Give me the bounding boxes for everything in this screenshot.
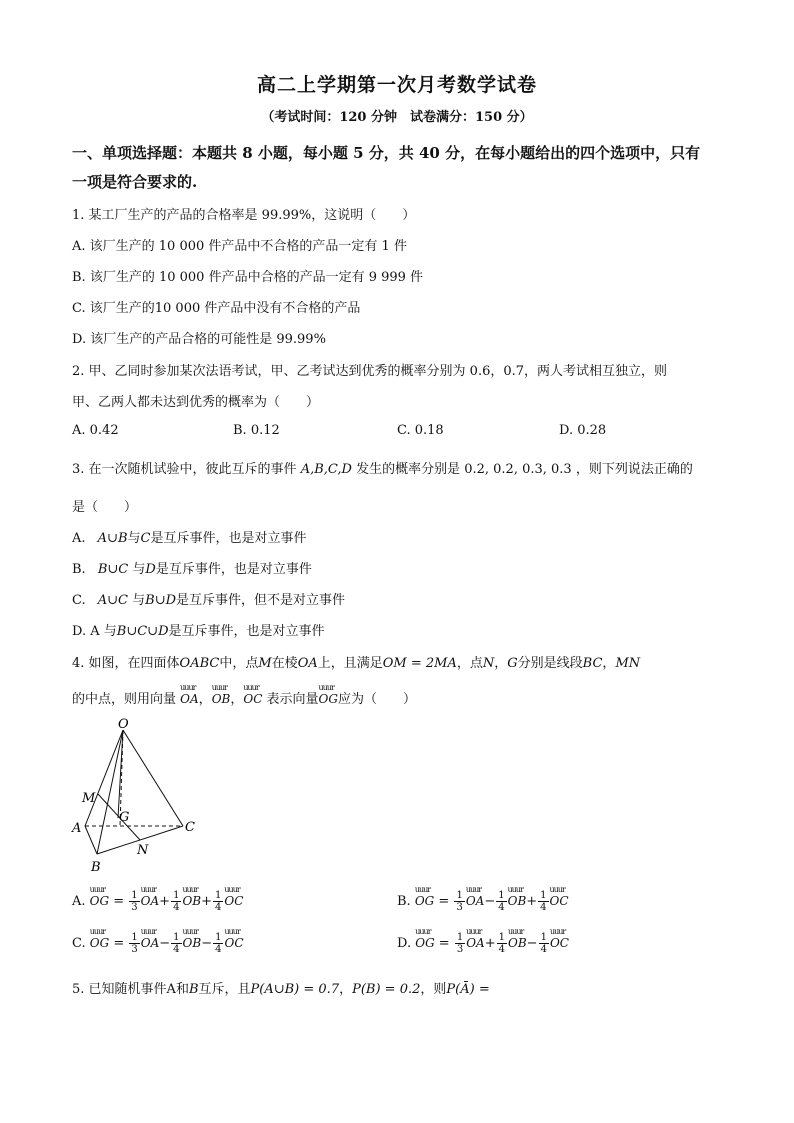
num: 1 xyxy=(173,890,180,901)
q1-option-d: D. 该厂生产的产品合格的可能性是 99.99% xyxy=(72,332,326,347)
q3-option-b xyxy=(72,558,312,577)
coef-oc xyxy=(213,932,223,955)
coef-oa xyxy=(129,932,139,955)
vector-og: uuur OG xyxy=(415,936,434,950)
vector-oc: uuur OC xyxy=(243,692,262,706)
coef-oa xyxy=(129,890,139,913)
math: P(Ā) = xyxy=(446,982,490,997)
q3-events: A,B,C,D xyxy=(300,462,352,477)
vector-og: uuur OG xyxy=(90,936,109,950)
text: 表示向量 xyxy=(266,692,319,707)
num: 1 xyxy=(456,890,463,901)
section-heading-line2: 一项是符合要求的. xyxy=(72,173,198,191)
edge-oa xyxy=(85,730,123,826)
q2-option-a: A. 0.42 xyxy=(72,423,119,438)
section-heading-line1: 一、单项选择题：本题共 8 小题，每小题 5 分，共 40 分，在每小题给出的四个选项中，只有 xyxy=(72,144,701,162)
sign: − xyxy=(159,936,171,951)
text: 和 xyxy=(175,982,189,997)
den: 4 xyxy=(498,944,506,955)
num: 1 xyxy=(173,932,180,943)
math: P(A∪B) = 0.7 xyxy=(250,982,340,997)
option-expr2: B∪C∪D xyxy=(116,624,169,639)
num: 1 xyxy=(540,890,547,901)
text: 的中点，则用向量 xyxy=(72,692,177,707)
option-mid: 与 xyxy=(132,593,146,608)
coef-oa xyxy=(454,890,464,913)
vector-ob: uuur OB xyxy=(183,936,202,950)
option-mid: 与 xyxy=(127,531,141,546)
num: 1 xyxy=(456,932,464,943)
math: B xyxy=(188,982,199,997)
den: 4 xyxy=(173,902,180,913)
text: 上，且满足 xyxy=(317,656,383,671)
q3-option-d xyxy=(72,620,325,639)
vector-og: uuur OG xyxy=(415,894,434,908)
den: 4 xyxy=(215,944,222,955)
den: 3 xyxy=(131,902,138,913)
option-tail: 是互斥事件，也是对立事件 xyxy=(168,624,325,639)
num: 1 xyxy=(131,932,138,943)
option-tail: 是互斥事件，也是对立事件 xyxy=(150,531,307,546)
sign: + xyxy=(201,894,213,909)
option-expr2: B∪D xyxy=(145,593,177,608)
coef-oc xyxy=(538,890,548,913)
label-n: N xyxy=(137,843,149,858)
vector-ob: uuur OB xyxy=(508,894,527,908)
q4-option-d: D. uuur OG = $\frac{1}{3}$ uuur OA+ $\frac{1}{4}$ uuur OB− $\frac{1}{4}$ uuur OC xyxy=(397,932,569,955)
sign: − xyxy=(484,894,496,909)
math: A xyxy=(166,982,176,997)
exam-info: （考试时间：120 分钟 试卷满分：150 分） xyxy=(261,110,533,125)
q1-option-a: A. 该厂生产的 10 000 件产品中不合格的产品一定有 1 件 xyxy=(72,239,407,254)
sign: − xyxy=(526,936,538,951)
num: 1 xyxy=(540,932,547,943)
text: 在棱 xyxy=(271,656,298,671)
coef-oc xyxy=(213,890,223,913)
math: OABC xyxy=(179,656,220,671)
vector-og: uuur OG xyxy=(319,692,338,706)
vector-oa: uuur OA xyxy=(466,936,485,950)
text: 4. 如图，在四面体 xyxy=(72,656,180,671)
coef-ob xyxy=(496,890,506,913)
den: 4 xyxy=(540,944,547,955)
q3-option-c xyxy=(72,589,345,608)
q1-option-c: C. 该厂生产的10 000 件产品中没有不合格的产品 xyxy=(72,301,361,316)
q3-stem-line2: 是（ ） xyxy=(72,500,138,515)
coef-ob xyxy=(171,932,181,955)
label-b: B xyxy=(91,860,101,875)
option-label: A. xyxy=(72,531,86,546)
text: 分别是线段 xyxy=(517,656,583,671)
tetrahedron-figure xyxy=(66,718,216,878)
den: 3 xyxy=(131,944,138,955)
text: 互斥，且 xyxy=(198,982,251,997)
q4-option-c: C. uuur OG = $\frac{1}{3}$ uuur OA− $\frac{1}{4}$ uuur OB− $\frac{1}{4}$ uuur OC xyxy=(72,932,244,955)
den: 4 xyxy=(173,944,180,955)
option-tail: 是互斥事件，但不是对立事件 xyxy=(176,593,346,608)
sign: + xyxy=(159,894,171,909)
option-expr: A∪B xyxy=(97,531,128,546)
label-g: G xyxy=(119,810,130,825)
sign: + xyxy=(484,936,496,951)
den: 4 xyxy=(498,902,505,913)
option-label: D. xyxy=(72,624,87,639)
vector-oc: uuur OC xyxy=(224,894,243,908)
vector-oa: uuur OA xyxy=(180,692,199,706)
vector-oc: uuur OC xyxy=(550,894,569,908)
option-expr: B∪C xyxy=(97,562,129,577)
math: BC xyxy=(582,656,603,671)
edge-oc xyxy=(123,730,183,826)
q2-stem-line2: 甲、乙两人都未达到优秀的概率为（ ） xyxy=(72,395,320,410)
q1-stem: 1. 某工厂生产的产品的合格率是 99.99%，这说明（ ） xyxy=(72,208,416,223)
label-m: M xyxy=(82,791,96,806)
num: 1 xyxy=(215,932,222,943)
num: 1 xyxy=(131,890,138,901)
option-label: B. xyxy=(397,894,411,909)
option-label: C. xyxy=(72,593,86,608)
q1-option-b: B. 该厂生产的 10 000 件产品中合格的产品一定有 9 999 件 xyxy=(72,270,424,285)
text: ，则 xyxy=(420,982,447,997)
math: P(B) = 0.2 xyxy=(352,982,421,997)
coef-ob xyxy=(171,890,181,913)
coef-oc xyxy=(539,932,549,955)
text: ， xyxy=(339,982,353,997)
math: MN xyxy=(615,656,641,671)
den: 4 xyxy=(215,902,222,913)
text: ，点 xyxy=(456,656,483,671)
text: ， xyxy=(602,656,616,671)
q3-option-a xyxy=(72,527,307,546)
q3-stem-text-a: 3. 在一次随机试验中，彼此互斥的事件 xyxy=(72,462,297,477)
vector-oa: uuur OA xyxy=(141,894,160,908)
math: N xyxy=(482,656,495,671)
sign: − xyxy=(201,936,213,951)
option-mid: 与 xyxy=(103,624,117,639)
q2-option-c: C. 0.18 xyxy=(397,423,444,438)
edge-ab xyxy=(85,826,97,854)
option-expr: A∪C xyxy=(97,593,128,608)
coef-ob xyxy=(497,932,507,955)
vector-ob: uuur OB xyxy=(212,692,231,706)
den: 3 xyxy=(456,944,464,955)
text: 应为（ ） xyxy=(337,692,416,707)
num: 1 xyxy=(215,890,222,901)
vector-ob: uuur OB xyxy=(508,936,527,950)
option-label: A. xyxy=(72,894,86,909)
q3-stem-text-b: 发生的概率分别是 0.2, 0.2, 0.3, 0.3 ，则下列说法正确的 xyxy=(356,462,693,477)
option-expr: A xyxy=(90,624,100,639)
option-expr2: D xyxy=(145,562,156,577)
q4-stem-line2: 的中点，则用向量 uuur OA，uuur OB，uuur OC 表示向量uuur OG应为（ ） xyxy=(72,688,416,707)
math: G xyxy=(507,656,518,671)
num: 1 xyxy=(498,890,505,901)
option-label: C. xyxy=(72,936,86,951)
q2-option-b: B. 0.12 xyxy=(233,423,280,438)
math: OA xyxy=(297,656,318,671)
label-c: C xyxy=(185,820,195,835)
vector-oa: uuur OA xyxy=(141,936,160,950)
sign: + xyxy=(526,894,538,909)
vector-oc: uuur OC xyxy=(224,936,243,950)
page-title: 高二上学期第一次月考数学试卷 xyxy=(256,74,537,96)
q2-stem-line1: 2. 甲、乙同时参加某次法语考试，甲、乙考试达到优秀的概率分别为 0.6，0.7，两人考试相互独立，则 xyxy=(72,364,668,379)
math: M xyxy=(258,656,272,671)
option-label: B. xyxy=(72,562,86,577)
vector-oc: uuur OC xyxy=(550,936,569,950)
den: 4 xyxy=(540,902,547,913)
text: 中，点 xyxy=(219,656,259,671)
label-a: A xyxy=(72,821,82,836)
option-expr2: C xyxy=(140,531,151,546)
label-o: O xyxy=(118,718,129,732)
num: 1 xyxy=(498,932,506,943)
q4-option-a: A. uuur OG = $\frac{1}{3}$ uuur OA+ $\frac{1}{4}$ uuur OB+ $\frac{1}{4}$ uuur OC xyxy=(72,890,243,913)
text: ， xyxy=(494,656,508,671)
vector-ob: uuur OB xyxy=(182,894,201,908)
vector-oa: uuur OA xyxy=(466,894,485,908)
vector-og: uuur OG xyxy=(90,894,109,908)
q2-option-d: D. 0.28 xyxy=(559,423,607,438)
den: 3 xyxy=(456,902,463,913)
q3-stem-line1 xyxy=(72,458,693,477)
q4-stem-line1 xyxy=(72,652,640,671)
q4-option-b: B. uuur OG = $\frac{1}{3}$ uuur OA− $\frac{1}{4}$ uuur OB+ $\frac{1}{4}$ uuur OC xyxy=(397,890,569,913)
math: OM = 2MA xyxy=(382,656,457,671)
option-label: D. xyxy=(397,936,412,951)
option-tail: 是互斥事件，也是对立事件 xyxy=(155,562,312,577)
q5-stem xyxy=(72,978,490,997)
option-mid: 与 xyxy=(132,562,146,577)
text: 5. 已知随机事件 xyxy=(72,982,167,997)
coef-oa xyxy=(455,932,465,955)
